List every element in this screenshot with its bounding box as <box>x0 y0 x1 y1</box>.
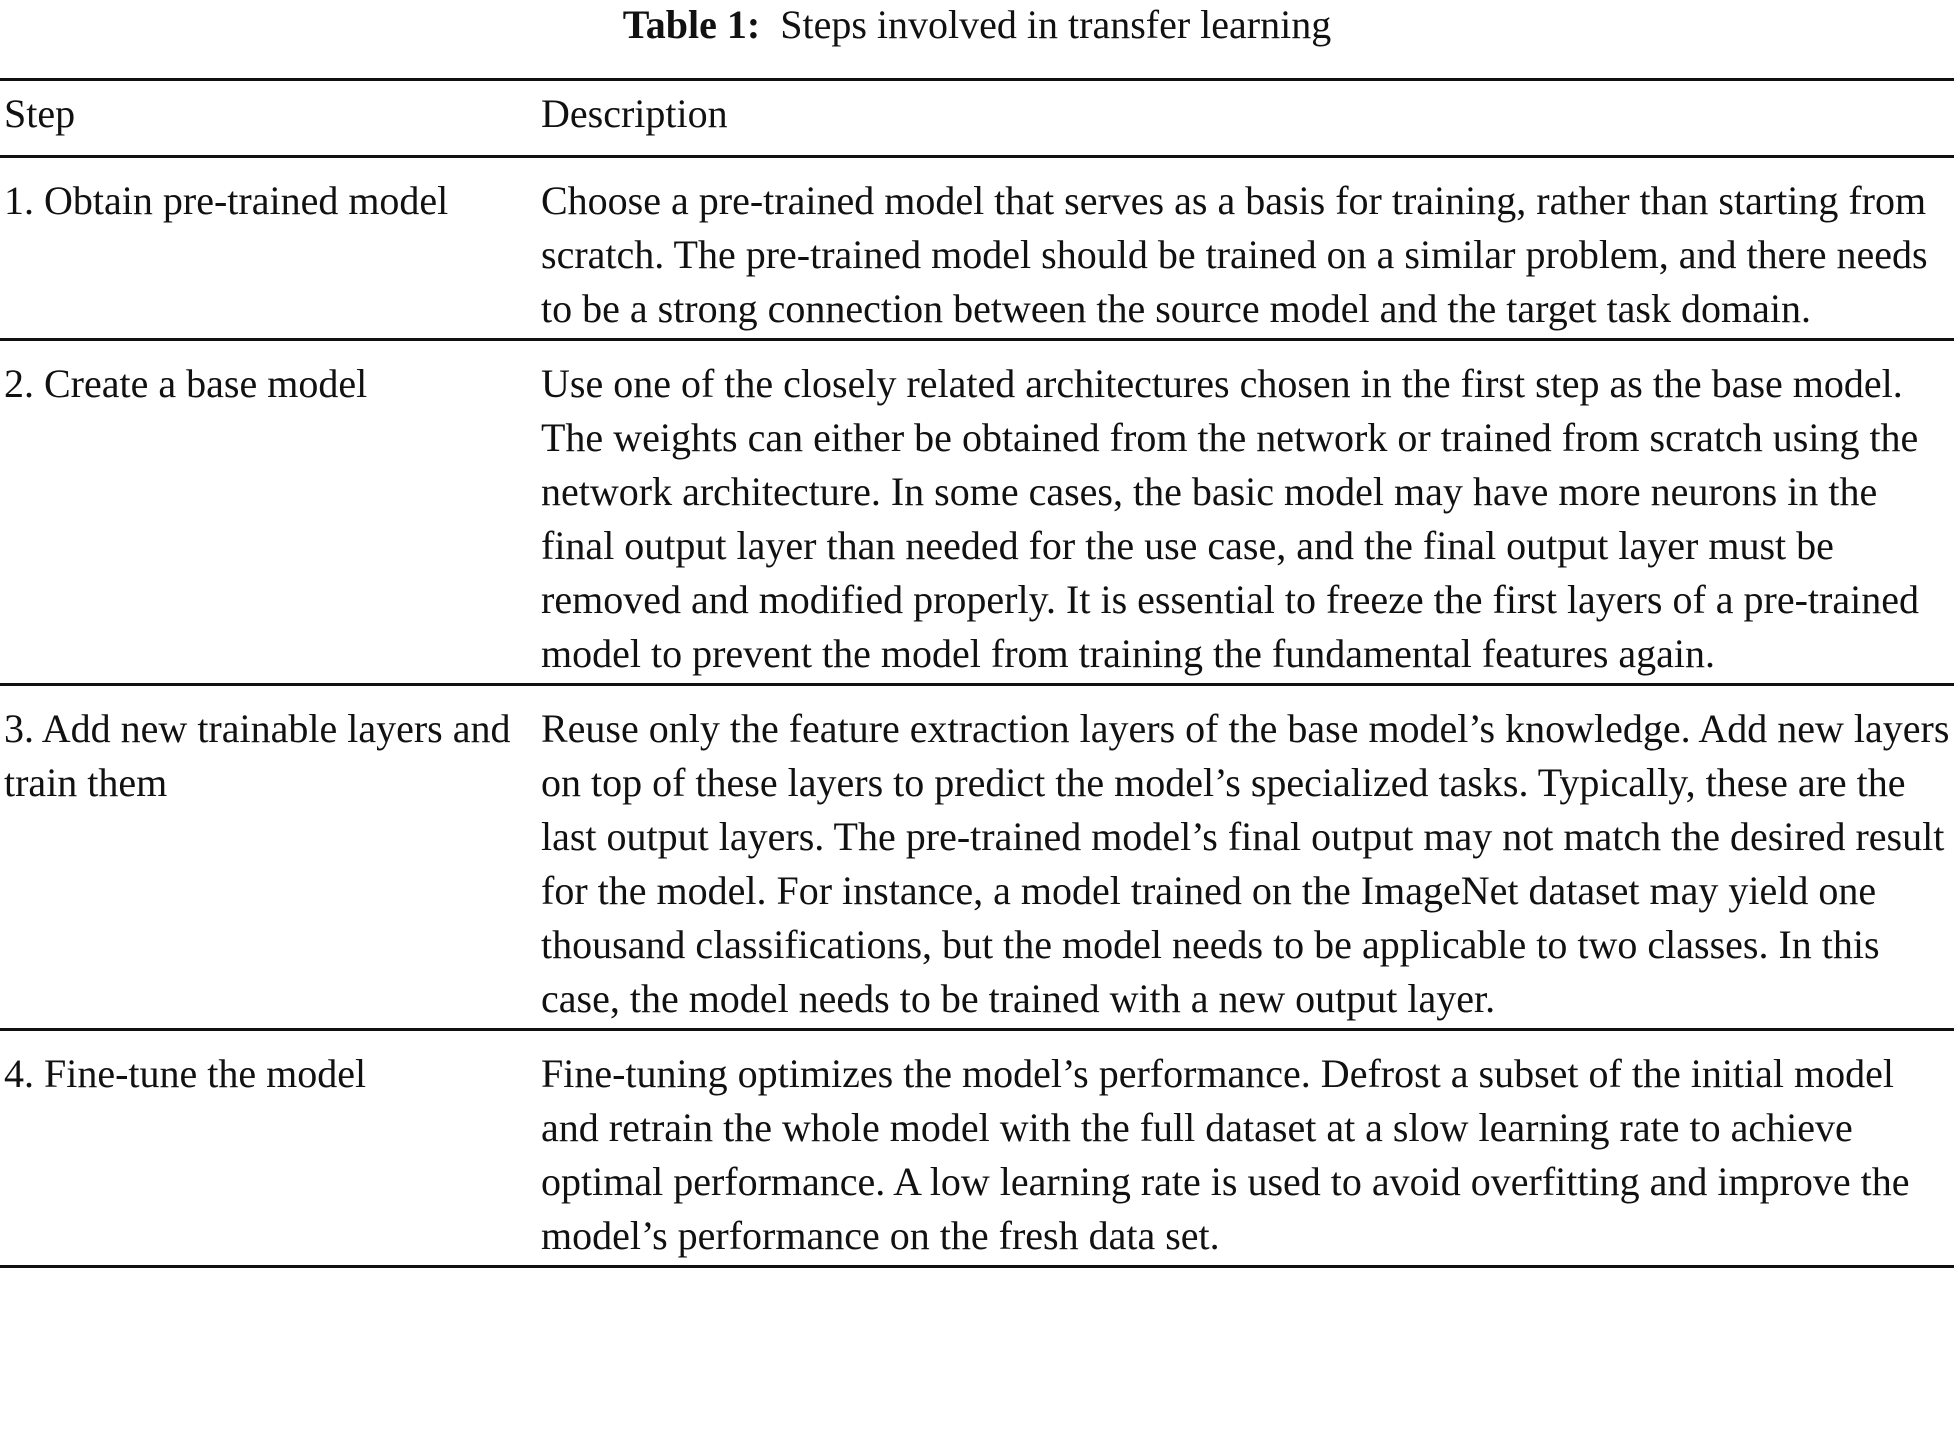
steps-table <box>0 78 1954 1268</box>
column-header-description: Description <box>541 91 728 136</box>
description-cell: Choose a pre-trained model that serves as a basis for training, rather than starting from scratch. The pre-trained model should be trained on a similar problem, and there needs to be a strong connection between the source model and the target task domain. <box>541 178 1928 331</box>
step-cell: 2. Create a base model <box>4 361 368 406</box>
description-cell: Fine-tuning optimizes the model’s performance. Defrost a subset of the initial model and retrain the whole model with the full dataset at a slow learning rate to achieve optimal performance. A low learning rate is used to avoid overfitting and improve the model’s performance on the fresh data set. <box>541 1051 1910 1258</box>
table-row <box>0 340 1954 685</box>
table-caption <box>0 0 1954 50</box>
step-cell: 4. Fine-tune the model <box>4 1051 367 1096</box>
table-row <box>0 157 1954 340</box>
step-cell: 1. Obtain pre-trained model <box>4 178 449 223</box>
table-row <box>0 1030 1954 1267</box>
table-caption-text: Steps involved in transfer learning <box>780 2 1332 47</box>
description-cell: Reuse only the feature extraction layers of the base model’s knowledge. Add new layers on top of these layers to predict the model’s specialized tasks. Typically, these are the last output layers. The pre-trained model’s final output may not match the desired result for the model. For instance, a model trained on the ImageNet dataset may yield one thousand classifications, but the model needs to be applicable to two classes. In this case, the model needs to be trained with a new output layer. <box>541 706 1950 1021</box>
table-caption-label: Table 1: <box>622 2 761 47</box>
step-cell: 3. Add new trainable layers and train them <box>4 706 511 805</box>
table-header-row <box>0 80 1954 157</box>
description-cell: Use one of the closely related architectures chosen in the first step as the base model. The weights can either be obtained from the network or trained from scratch using the network architecture. In some cases, the basic model may have more neurons in the final output layer than needed for the use case, and the final output layer must be removed and modified properly. It is essential to freeze the first layers of a pre-trained model to prevent the model from training the fundamental features again. <box>541 361 1919 676</box>
table-row <box>0 685 1954 1030</box>
column-header-step: Step <box>4 91 76 136</box>
